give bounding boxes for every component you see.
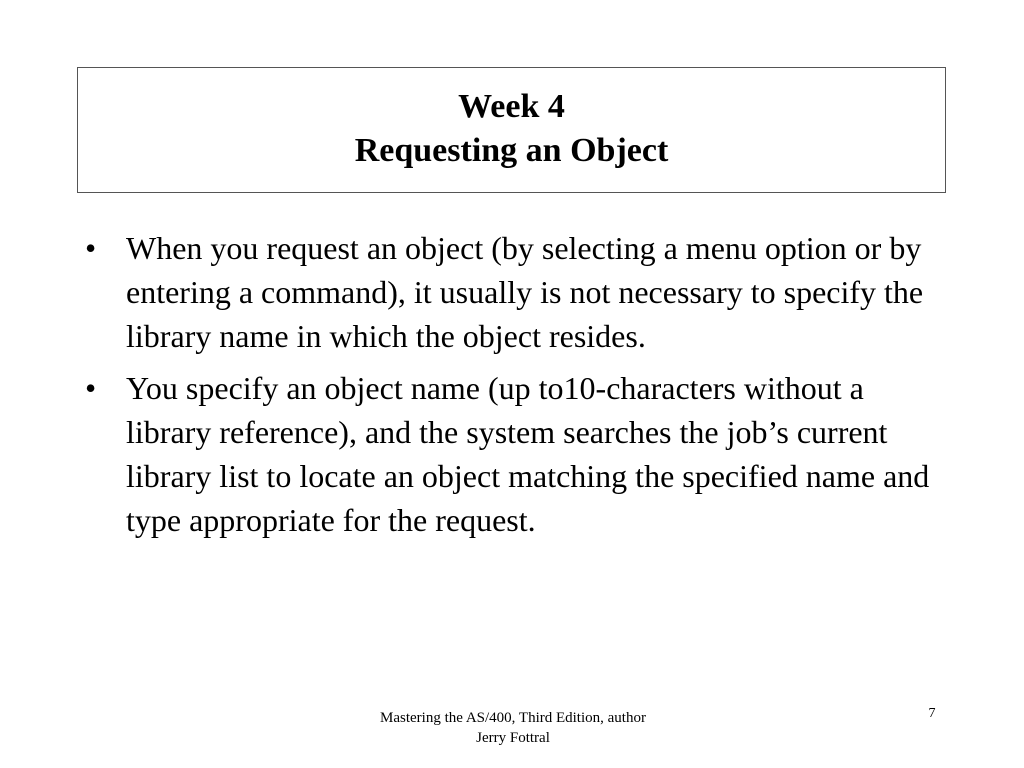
bullet-item [85, 226, 945, 358]
footer-line-2: Jerry Fottral [476, 730, 550, 746]
bullet-list [85, 226, 945, 550]
slide-footer [313, 708, 713, 748]
bullet-text: When you request an object (by selecting a menu option or by entering a command), it usually is not necessary to specify the library name in which the object resides. [126, 230, 924, 354]
bullet-marker: • [85, 230, 97, 266]
bullet-marker: • [85, 370, 97, 406]
page-number: 7 [928, 706, 936, 721]
slide-title-topic: Requesting an Object [354, 132, 669, 169]
footer-line-1: Mastering the AS/400, Third Edition, author [380, 710, 646, 726]
bullet-item [85, 366, 945, 542]
slide-title-week: Week 4 [458, 88, 565, 125]
slide-title-box [77, 67, 946, 193]
bullet-text: You specify an object name (up to10-characters without a library reference), and the system searches the job’s current library list to locate an object matching the specified name and type appropriate for the request. [126, 370, 930, 538]
